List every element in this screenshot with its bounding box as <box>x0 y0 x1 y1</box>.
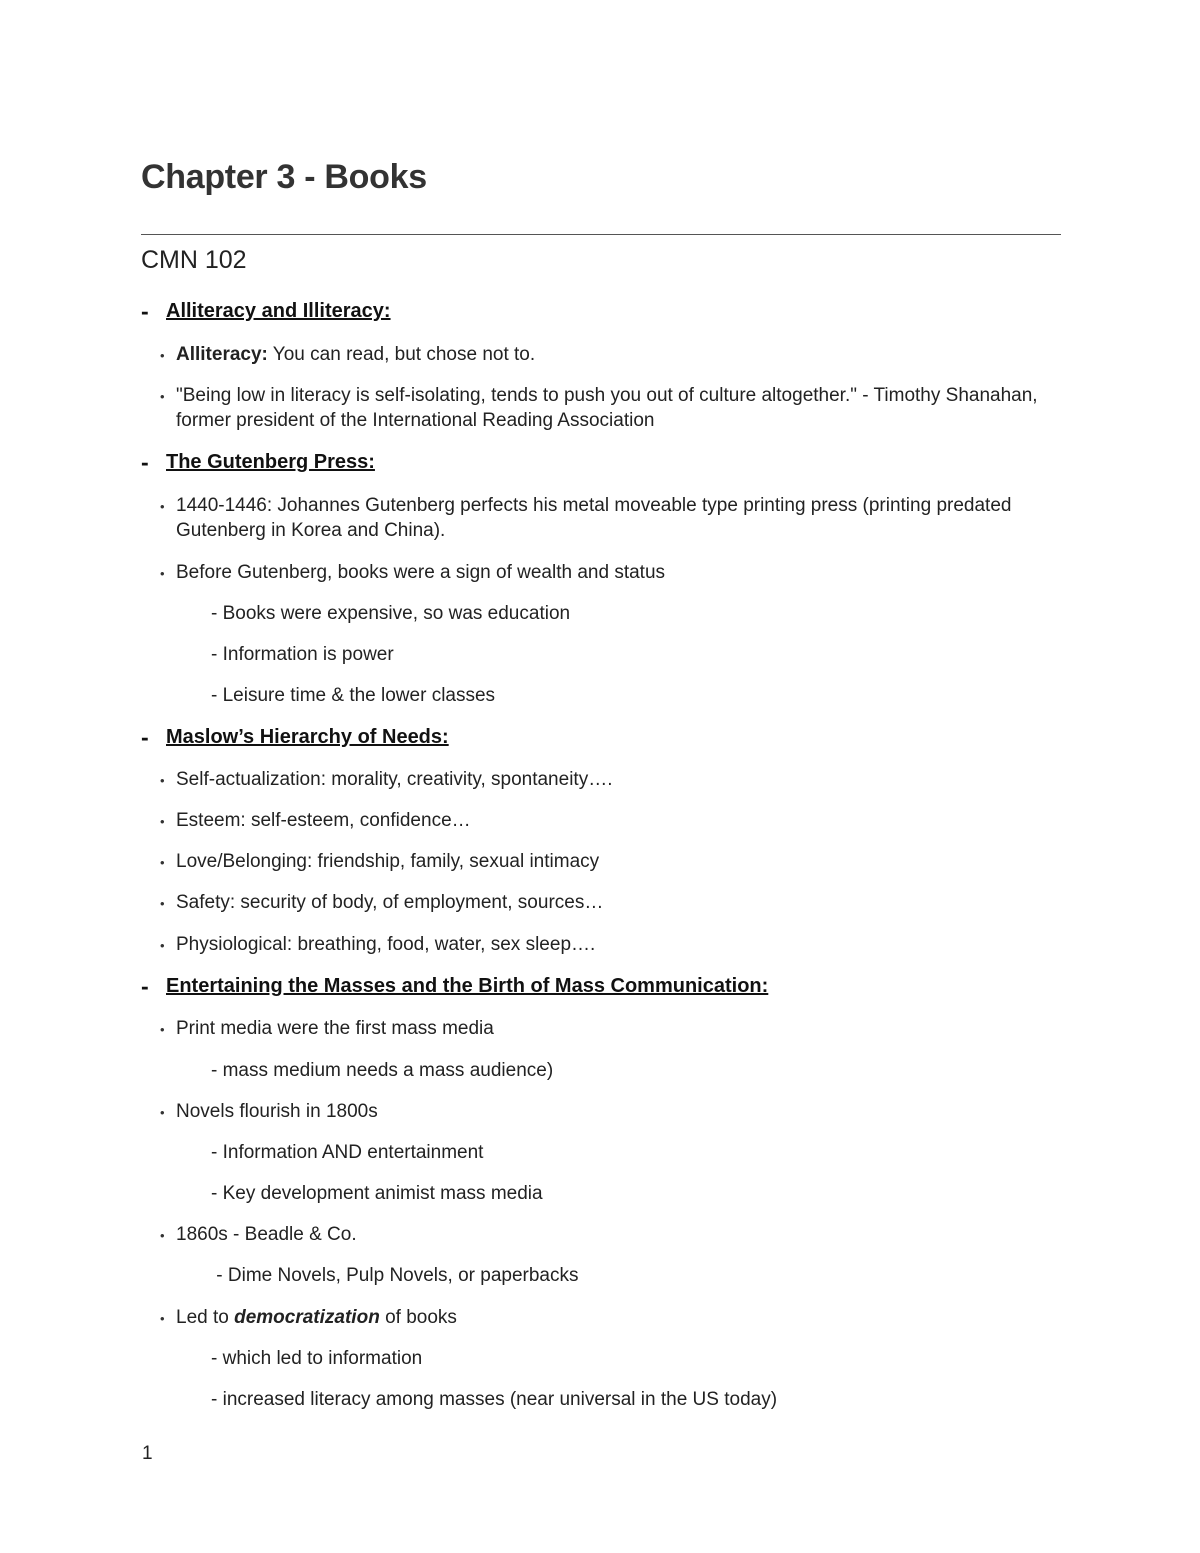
bullet-icon: • <box>160 389 165 404</box>
bullet-icon: • <box>160 773 165 788</box>
emphasized-term: democratization <box>234 1307 380 1328</box>
sub-item: - mass medium needs a mass audience) <box>211 1060 554 1081</box>
list-item: Esteem: self-esteem, confidence… <box>176 810 471 831</box>
bullet-icon: • <box>160 1311 165 1326</box>
list-item: Print media were the first mass media <box>176 1018 494 1039</box>
section-dash: - <box>141 298 149 324</box>
bullet-icon: • <box>160 896 165 911</box>
bullet-icon: • <box>160 1022 165 1037</box>
sub-item: - Information AND entertainment <box>211 1142 484 1163</box>
bullet-icon: • <box>160 855 165 870</box>
section-dash: - <box>141 724 149 750</box>
list-item: "Being low in literacy is self-isolating, tends to push you out of culture altogether." - Timothy Shanahan, former president of the International Reading Association <box>176 385 1038 431</box>
bullet-icon: • <box>160 938 165 953</box>
sub-item: - increased literacy among masses (near universal in the US today) <box>211 1389 778 1410</box>
bullet-icon: • <box>160 814 165 829</box>
term-bold: Alliteracy: <box>176 344 268 365</box>
sub-item: - which led to information <box>211 1348 423 1369</box>
section-dash: - <box>141 973 149 999</box>
sub-item: - Books were expensive, so was education <box>211 603 571 624</box>
list-item: Love/Belonging: friendship, family, sexual intimacy <box>176 851 600 872</box>
course-code: CMN 102 <box>141 246 247 274</box>
list-item: Safety: security of body, of employment, sources… <box>176 892 604 913</box>
sub-item: - Information is power <box>211 644 394 665</box>
section-dash: - <box>141 449 149 475</box>
page-number: 1 <box>142 1443 153 1464</box>
list-item: Alliteracy: You can read, but chose not to. <box>176 344 536 365</box>
sub-item: - Key development animist mass media <box>211 1183 543 1204</box>
list-item: Self-actualization: morality, creativity, spontaneity…. <box>176 769 613 790</box>
list-item: 1860s - Beadle & Co. <box>176 1224 357 1245</box>
page-title: Chapter 3 - Books <box>141 158 427 196</box>
sub-item: - Leisure time & the lower classes <box>211 685 496 706</box>
list-item: Physiological: breathing, food, water, sex sleep…. <box>176 934 596 955</box>
bullet-icon: • <box>160 1228 165 1243</box>
section-heading-alliteracy: Alliteracy and Illiteracy: <box>166 300 391 322</box>
list-item: Led to democratization of books <box>176 1307 457 1328</box>
list-item: Novels flourish in 1800s <box>176 1101 378 1122</box>
bullet-icon: • <box>160 566 165 581</box>
section-heading-gutenberg: The Gutenberg Press: <box>166 451 375 473</box>
bullet-icon: • <box>160 348 165 363</box>
title-divider <box>141 234 1061 235</box>
bullet-icon: • <box>160 1105 165 1120</box>
sub-item: - Dime Novels, Pulp Novels, or paperbacks <box>211 1265 579 1286</box>
section-heading-maslow: Maslow’s Hierarchy of Needs: <box>166 726 449 748</box>
section-heading-mass-communication: Entertaining the Masses and the Birth of Mass Communication: <box>166 975 769 997</box>
list-item: Before Gutenberg, books were a sign of wealth and status <box>176 562 666 583</box>
list-item: 1440-1446: Johannes Gutenberg perfects his metal moveable type printing press (printing predated Gutenberg in Korea and China). <box>176 495 1012 541</box>
bullet-icon: • <box>160 499 165 514</box>
